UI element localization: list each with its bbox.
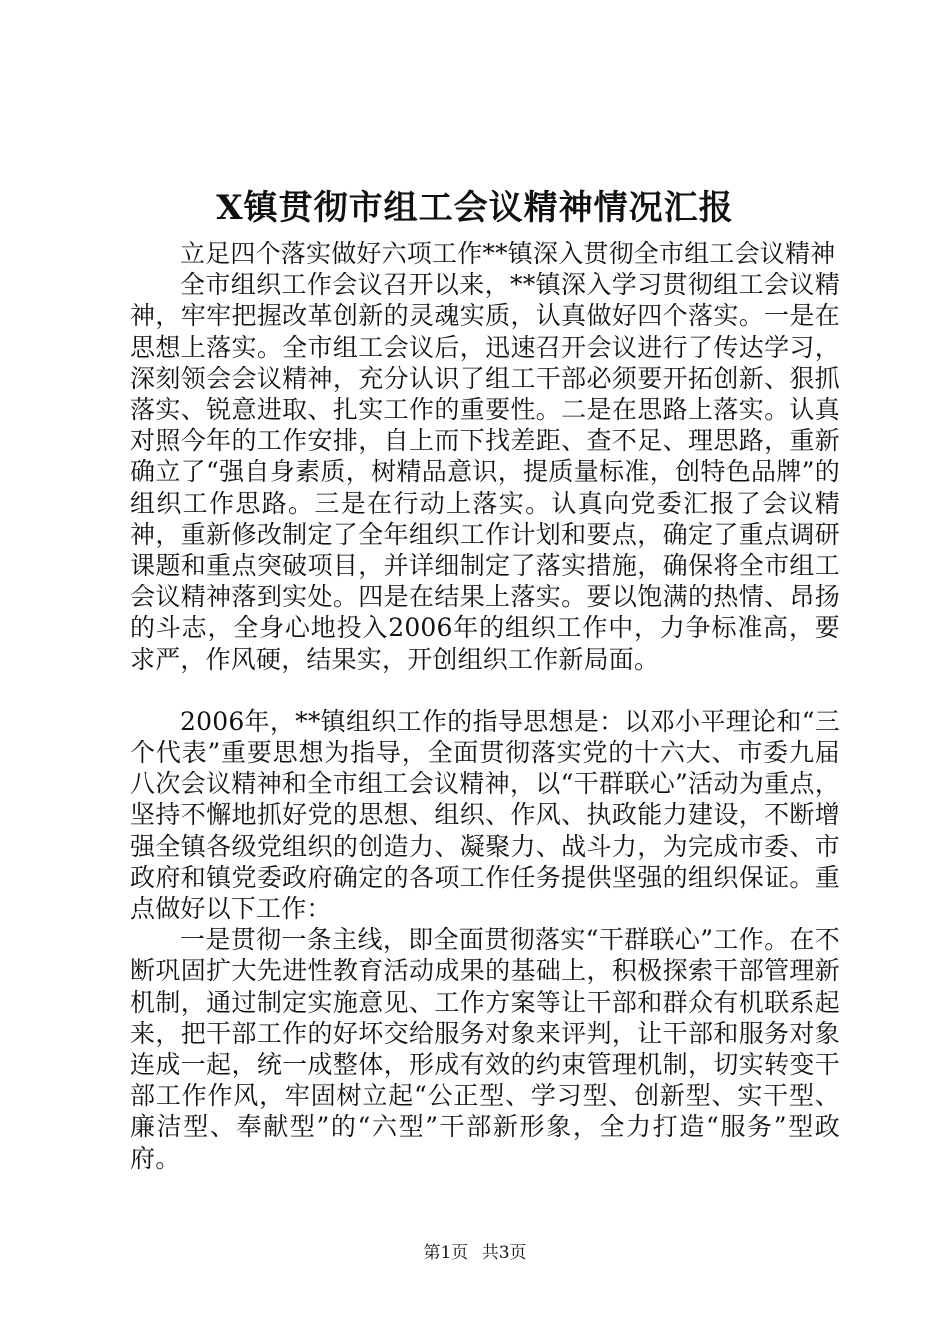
paragraph-main-line: 一是贯彻一条主线，即全面贯彻落实“干群联心”工作。在不断巩固扩大先进性教育活动成果的基础上，积极探索干部管理新机制，通过制定实施意见、工作方案等让干部和群众有机联系起来，把干部工作的好坏交给服务对象来评判，让干部和服务对象连成一起，统一成整体，形成有效的约束管理机制，切实转变干部工作作风，牢固树立起“公正型、学习型、创新型、实干型、廉洁型、奉献型”的“六型”干部新形象，全力打造“服务”型政府。 <box>130 925 840 1173</box>
page-footer <box>0 1241 950 1265</box>
page-number: 第1页 <box>423 1243 469 1263</box>
paragraph-subtitle: 立足四个落实做好六项工作**镇深入贯彻全市组工会议精神 <box>180 239 836 268</box>
document-title: X镇贯彻市组工会议精神情况汇报 <box>216 188 734 228</box>
paragraph-guiding-thought: 2006年，**镇组织工作的指导思想是：以邓小平理论和“三个代表”重要思想为指导，全面贯彻落实党的十六大、市委九届八次会议精神和全市组工会议精神，以“干群联心”活动为重点，坚持不懈地抓好党的思想、组织、作风、执政能力建设，不断增强全镇各级党组织的创造力、凝聚力、战斗力，为完成市委、市政府和镇党委政府确定的各项工作任务提供坚强的组织保证。重点做好以下工作： <box>130 706 840 924</box>
paragraph-overview: 全市组织工作会议召开以来，**镇深入学习贯彻组工会议精神，牢牢把握改革创新的灵魂实质，认真做好四个落实。一是在思想上落实。全市组工会议后，迅速召开会议进行了传达学习，深刻领会会议精神，充分认识了组工干部必须要开拓创新、狠抓落实、锐意进取、扎实工作的重要性。二是在思路上落实。认真对照今年的工作安排，自上而下找差距、查不足、理思路，重新确立了“强自身素质，树精品意识，提质量标准，创特色品牌”的组织工作思路。三是在行动上落实。认真向党委汇报了会议精神，重新修改制定了全年组织工作计划和要点，确定了重点调研课题和重点突破项目，并详细制定了落实措施，确保将全市组工会议精神落到实处。四是在结果上落实。要以饱满的热情、昂扬的斗志，全身心地投入2006年的组织工作中，力争标准高，要求严，作风硬，结果实，开创组织工作新局面。 <box>130 270 840 674</box>
document-body <box>130 238 840 1174</box>
page-total: 共3页 <box>481 1243 527 1263</box>
